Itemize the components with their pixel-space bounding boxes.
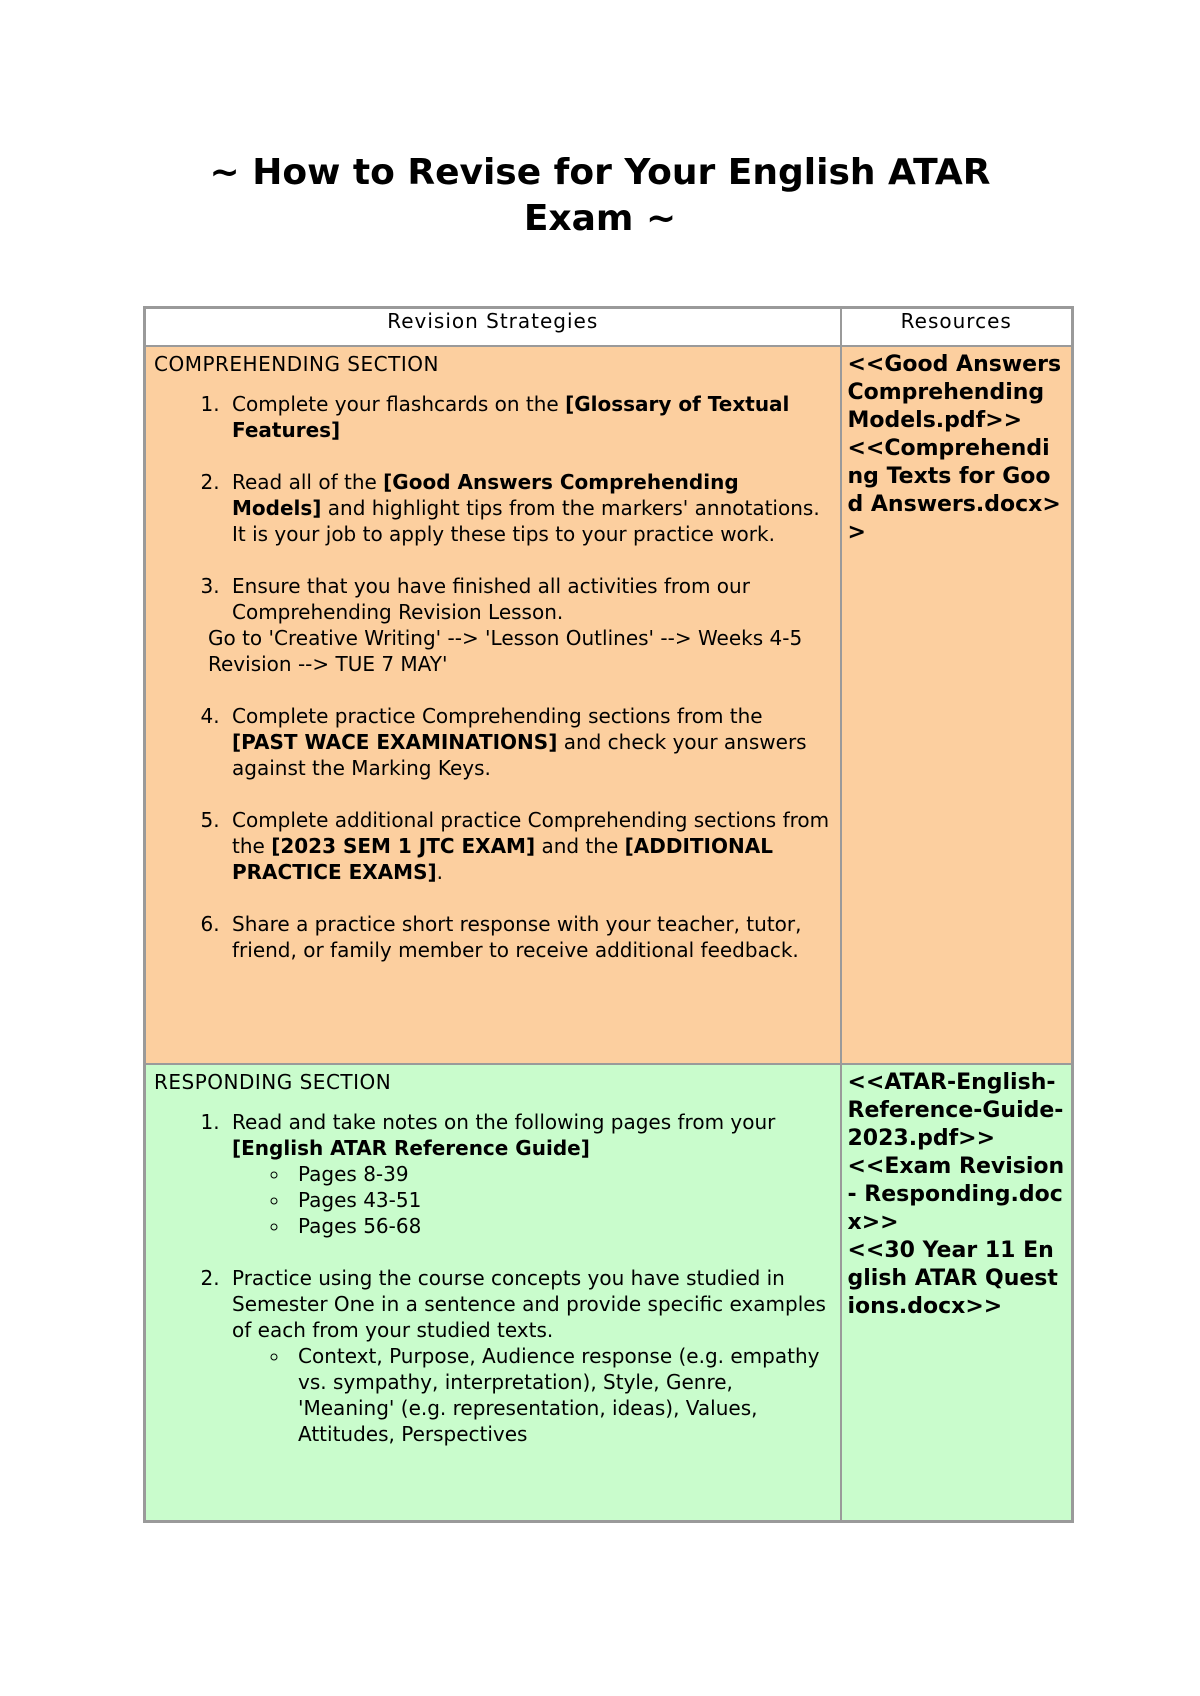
list-item: [208, 573, 834, 677]
link-past-wace-examinations[interactable]: [PAST WACE EXAMINATIONS]: [232, 730, 558, 754]
comprehending-resources-cell: [841, 346, 1073, 1064]
item-text: and check your answers against the Marking Keys.: [232, 730, 807, 780]
responding-resources-cell: [841, 1064, 1073, 1522]
item-text: Complete your flashcards on the: [232, 392, 566, 416]
sublist-item: ◦ Pages 8-39: [290, 1161, 834, 1187]
comprehending-row: [145, 346, 1073, 1064]
item-text: Practice using the course concepts you have studied in Semester One in a sentence and provide specific examples of each from your studied texts.: [232, 1266, 826, 1342]
item-text: Complete practice Comprehending sections from the: [232, 704, 763, 728]
link-2023-sem-1-jtc-exam[interactable]: [2023 SEM 1 JTC EXAM]: [271, 834, 536, 858]
link-additional-practice-exams[interactable]: [ADDITIONAL PRACTICE EXAMS]: [232, 834, 773, 884]
resource-exam-revision-responding[interactable]: <<Exam Revision - Responding.docx>>: [847, 1154, 1065, 1235]
list-item: [226, 1109, 834, 1239]
item-text: Share a practice short response with your teacher, tutor, friend, or family member to receive additional feedback.: [232, 912, 802, 962]
item-text: and highlight tips from the markers' annotations. It is your job to apply these tips to your practice work.: [232, 496, 820, 546]
responding-row: [145, 1064, 1073, 1522]
sublist-item: ◦ Pages 43-51: [290, 1187, 834, 1213]
list-item: [226, 469, 834, 547]
header-resources: Resources: [841, 308, 1073, 347]
link-english-atar-reference-guide[interactable]: [English ATAR Reference Guide]: [232, 1136, 590, 1160]
item-text: Read and take notes on the following pages from your: [232, 1110, 776, 1134]
item-text: Ensure that you have finished all activities from our Comprehending Revision Lesson.: [232, 574, 750, 624]
list-item: [226, 391, 834, 443]
revision-table: [143, 306, 1074, 1523]
responding-section-title: RESPONDING SECTION: [154, 1070, 392, 1094]
link-glossary-of-textual-features[interactable]: [Glossary of Textual Features]: [232, 392, 790, 442]
resource-30-year-11-english-atar-questions[interactable]: <<30 Year 11 English ATAR Questions.docx>>: [847, 1238, 1058, 1319]
navigation-note: Go to 'Creative Writing' --> 'Lesson Outlines' --> Weeks 4-5 Revision --> TUE 7 MAY': [208, 626, 803, 676]
document-title: ~ How to Revise for Your English ATAR Exam ~: [209, 152, 991, 239]
sublist-item: ◦ Context, Purpose, Audience response (e.g. empathy vs. sympathy, interpretation), Style, Genre, 'Meaning' (e.g. representation, ideas), Values, Attitudes, Perspectives: [290, 1343, 834, 1447]
list-item: [226, 807, 834, 885]
item-text: and the: [535, 834, 625, 858]
item-text: Complete additional practice Comprehending sections from the: [232, 808, 830, 858]
link-good-answers-comprehending-models[interactable]: [Good Answers Comprehending Models]: [232, 470, 739, 520]
responding-strategy-list: [154, 1109, 834, 1447]
table-header-row: [145, 308, 1073, 347]
item-text: Read all of the: [232, 470, 384, 494]
list-item: [226, 703, 834, 781]
resource-comprehending-texts-for-good-answers[interactable]: <<Comprehending Texts for Good Answers.docx>>: [847, 436, 1061, 545]
responding-strategies-cell: [145, 1064, 841, 1522]
resource-atar-english-reference-guide[interactable]: <<ATAR-English-Reference-Guide-2023.pdf>>: [847, 1070, 1064, 1151]
page-sublist: [232, 1161, 834, 1239]
list-item: [226, 1265, 834, 1447]
sublist-item: ◦ Pages 56-68: [290, 1213, 834, 1239]
header-revision-strategies: Revision Strategies: [145, 308, 841, 347]
concept-sublist: [232, 1343, 834, 1447]
resource-good-answers-comprehending-models[interactable]: <<Good Answers Comprehending Models.pdf>>: [847, 352, 1062, 433]
list-item: [226, 911, 834, 963]
comprehending-strategy-list: [154, 391, 834, 963]
comprehending-strategies-cell: [145, 346, 841, 1064]
comprehending-section-title: COMPREHENDING SECTION: [154, 352, 439, 376]
item-text: .: [436, 860, 443, 884]
